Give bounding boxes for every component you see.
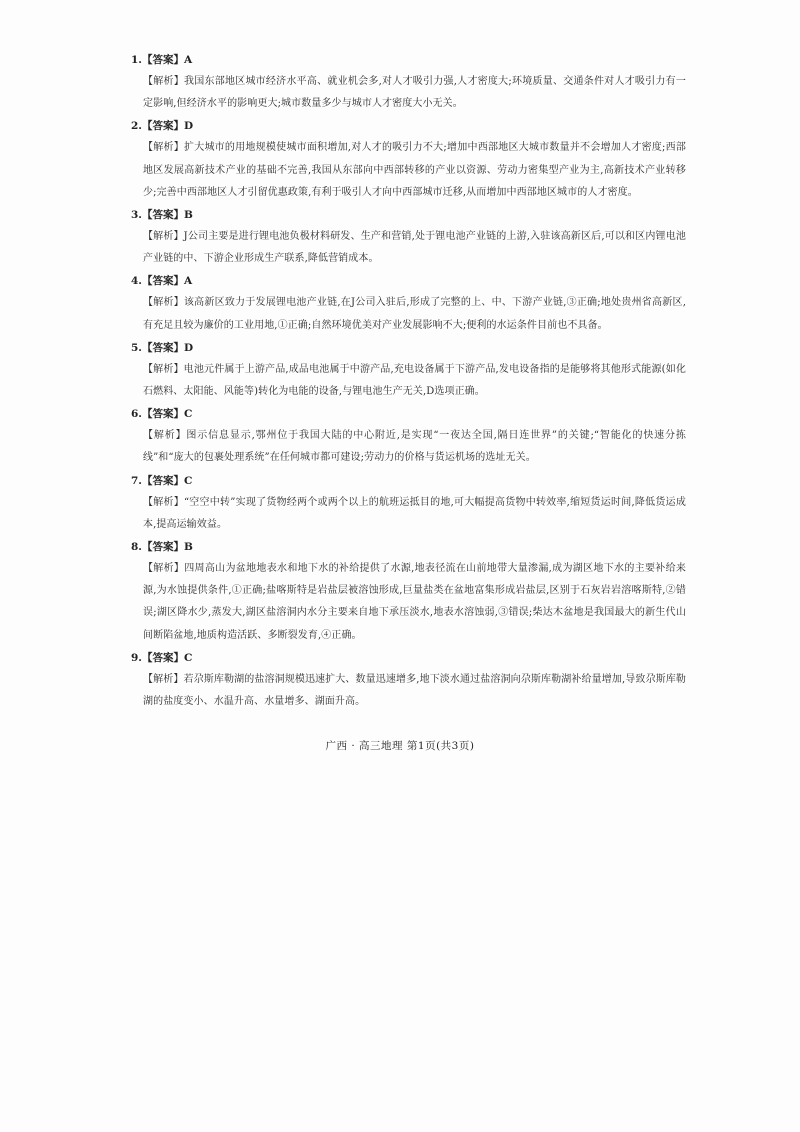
answer-line: 7.【答案】C: [131, 474, 193, 487]
explanation-text: 【解析】电池元件属于上游产品,成品电池属于中游产品,充电设备属于下游产品,发电设备指的是能够将其他形式能源(如化石燃料、太阳能、风能等)转化为电能的设备,与锂电池生产无关,D选项正确。: [143, 363, 686, 398]
question-item-8: [131, 536, 686, 647]
question-item-9: [131, 647, 686, 713]
answer-line: 3.【答案】B: [131, 209, 193, 222]
question-item-3: [131, 204, 686, 270]
explanation-text: 【解析】扩大城市的用地规模使城市面积增加,对人才的吸引力不大;增加中西部地区大城市数量并不会增加人才密度;西部地区发展高新技术产业的基础不完善,我国从东部向中西部转移的产业以资源、劳动力密集型产业为主,高新技术产业转移少;完善中西部地区人才引留优惠政策,有利于吸引人才向中西部城市迁移,从而增加中西部地区城市的人才密度。: [143, 142, 686, 198]
explanation-text: 【解析】我国东部地区城市经济水平高、就业机会多,对人才吸引力强,人才密度大;环境质量、交通条件对人才吸引力有一定影响,但经济水平的影响更大;城市数量多少与城市人才密度大小无关。: [143, 76, 686, 110]
explanation-text: 【解析】若尕斯库勒湖的盐溶洞规模迅速扩大、数量迅速增多,地下淡水通过盐溶洞向尕斯库勒湖补给量增加,导致尕斯库勒湖的盐度变小、水温升高、水量增多、湖面升高。: [143, 673, 686, 708]
question-item-4: [131, 270, 686, 336]
question-item-7: [131, 470, 686, 536]
answer-line: 8.【答案】B: [131, 541, 193, 554]
answer-line: 2.【答案】D: [131, 120, 194, 133]
page-footer: 广西 · 高三地理 第1页(共3页): [325, 740, 475, 752]
explanation-text: 【解析】四周高山为盆地地表水和地下水的补给提供了水源,地表径流在山前地带大量渗漏,成为湖区地下水的主要补给来源,为水蚀提供条件,①正确;盐喀斯特是岩盐层被溶蚀形成,巨量盐类在盆地富集形成岩盐层,区别于石灰岩岩溶喀斯特,②错误;湖区降水少,蒸发大,湖区盐溶洞内水分主要来自地下承压淡水,地表水溶蚀弱,③错误;柴达木盆地是我国最大的新生代山间断陷盆地,地质构造活跃、多断裂发育,④正确。: [143, 563, 686, 641]
answer-key-content: [131, 49, 686, 713]
answer-line: 9.【答案】C: [131, 651, 193, 664]
answer-line: 5.【答案】D: [131, 341, 194, 354]
explanation-text: 【解析】J公司主要是进行锂电池负极材料研发、生产和营销,处于锂电池产业链的上游,入驻该高新区后,可以和区内锂电池产业链的中、下游企业形成生产联系,降低营销成本。: [143, 231, 686, 265]
question-item-5: [131, 337, 686, 403]
answer-line: 6.【答案】C: [131, 408, 193, 421]
answer-line: 4.【答案】A: [131, 275, 193, 288]
question-item-2: [131, 115, 686, 204]
explanation-text: 【解析】“空空中转”实现了货物经两个或两个以上的航班运抵目的地,可大幅提高货物中转效率,缩短货运时间,降低货运成本,提高运输效益。: [143, 496, 686, 530]
answer-line: 1.【答案】A: [131, 54, 193, 66]
explanation-text: 【解析】该高新区致力于发展锂电池产业链,在J公司入驻后,形成了完整的上、中、下游产业链,③正确;地处贵州省高新区,有充足且较为廉价的工业用地,①正确;自然环境优美对产业发展影响不大;便利的水运条件目前也不具备。: [143, 297, 686, 331]
explanation-text: 【解析】图示信息显示,鄂州位于我国大陆的中心附近,是实现“一夜达全国,隔日连世界”的关键;“智能化的快速分拣线”和“庞大的包裹处理系统”在任何城市都可建设;劳动力的价格与货运机场的选址无关。: [143, 430, 686, 464]
question-item-6: [131, 403, 686, 469]
question-item-1: [131, 49, 686, 115]
